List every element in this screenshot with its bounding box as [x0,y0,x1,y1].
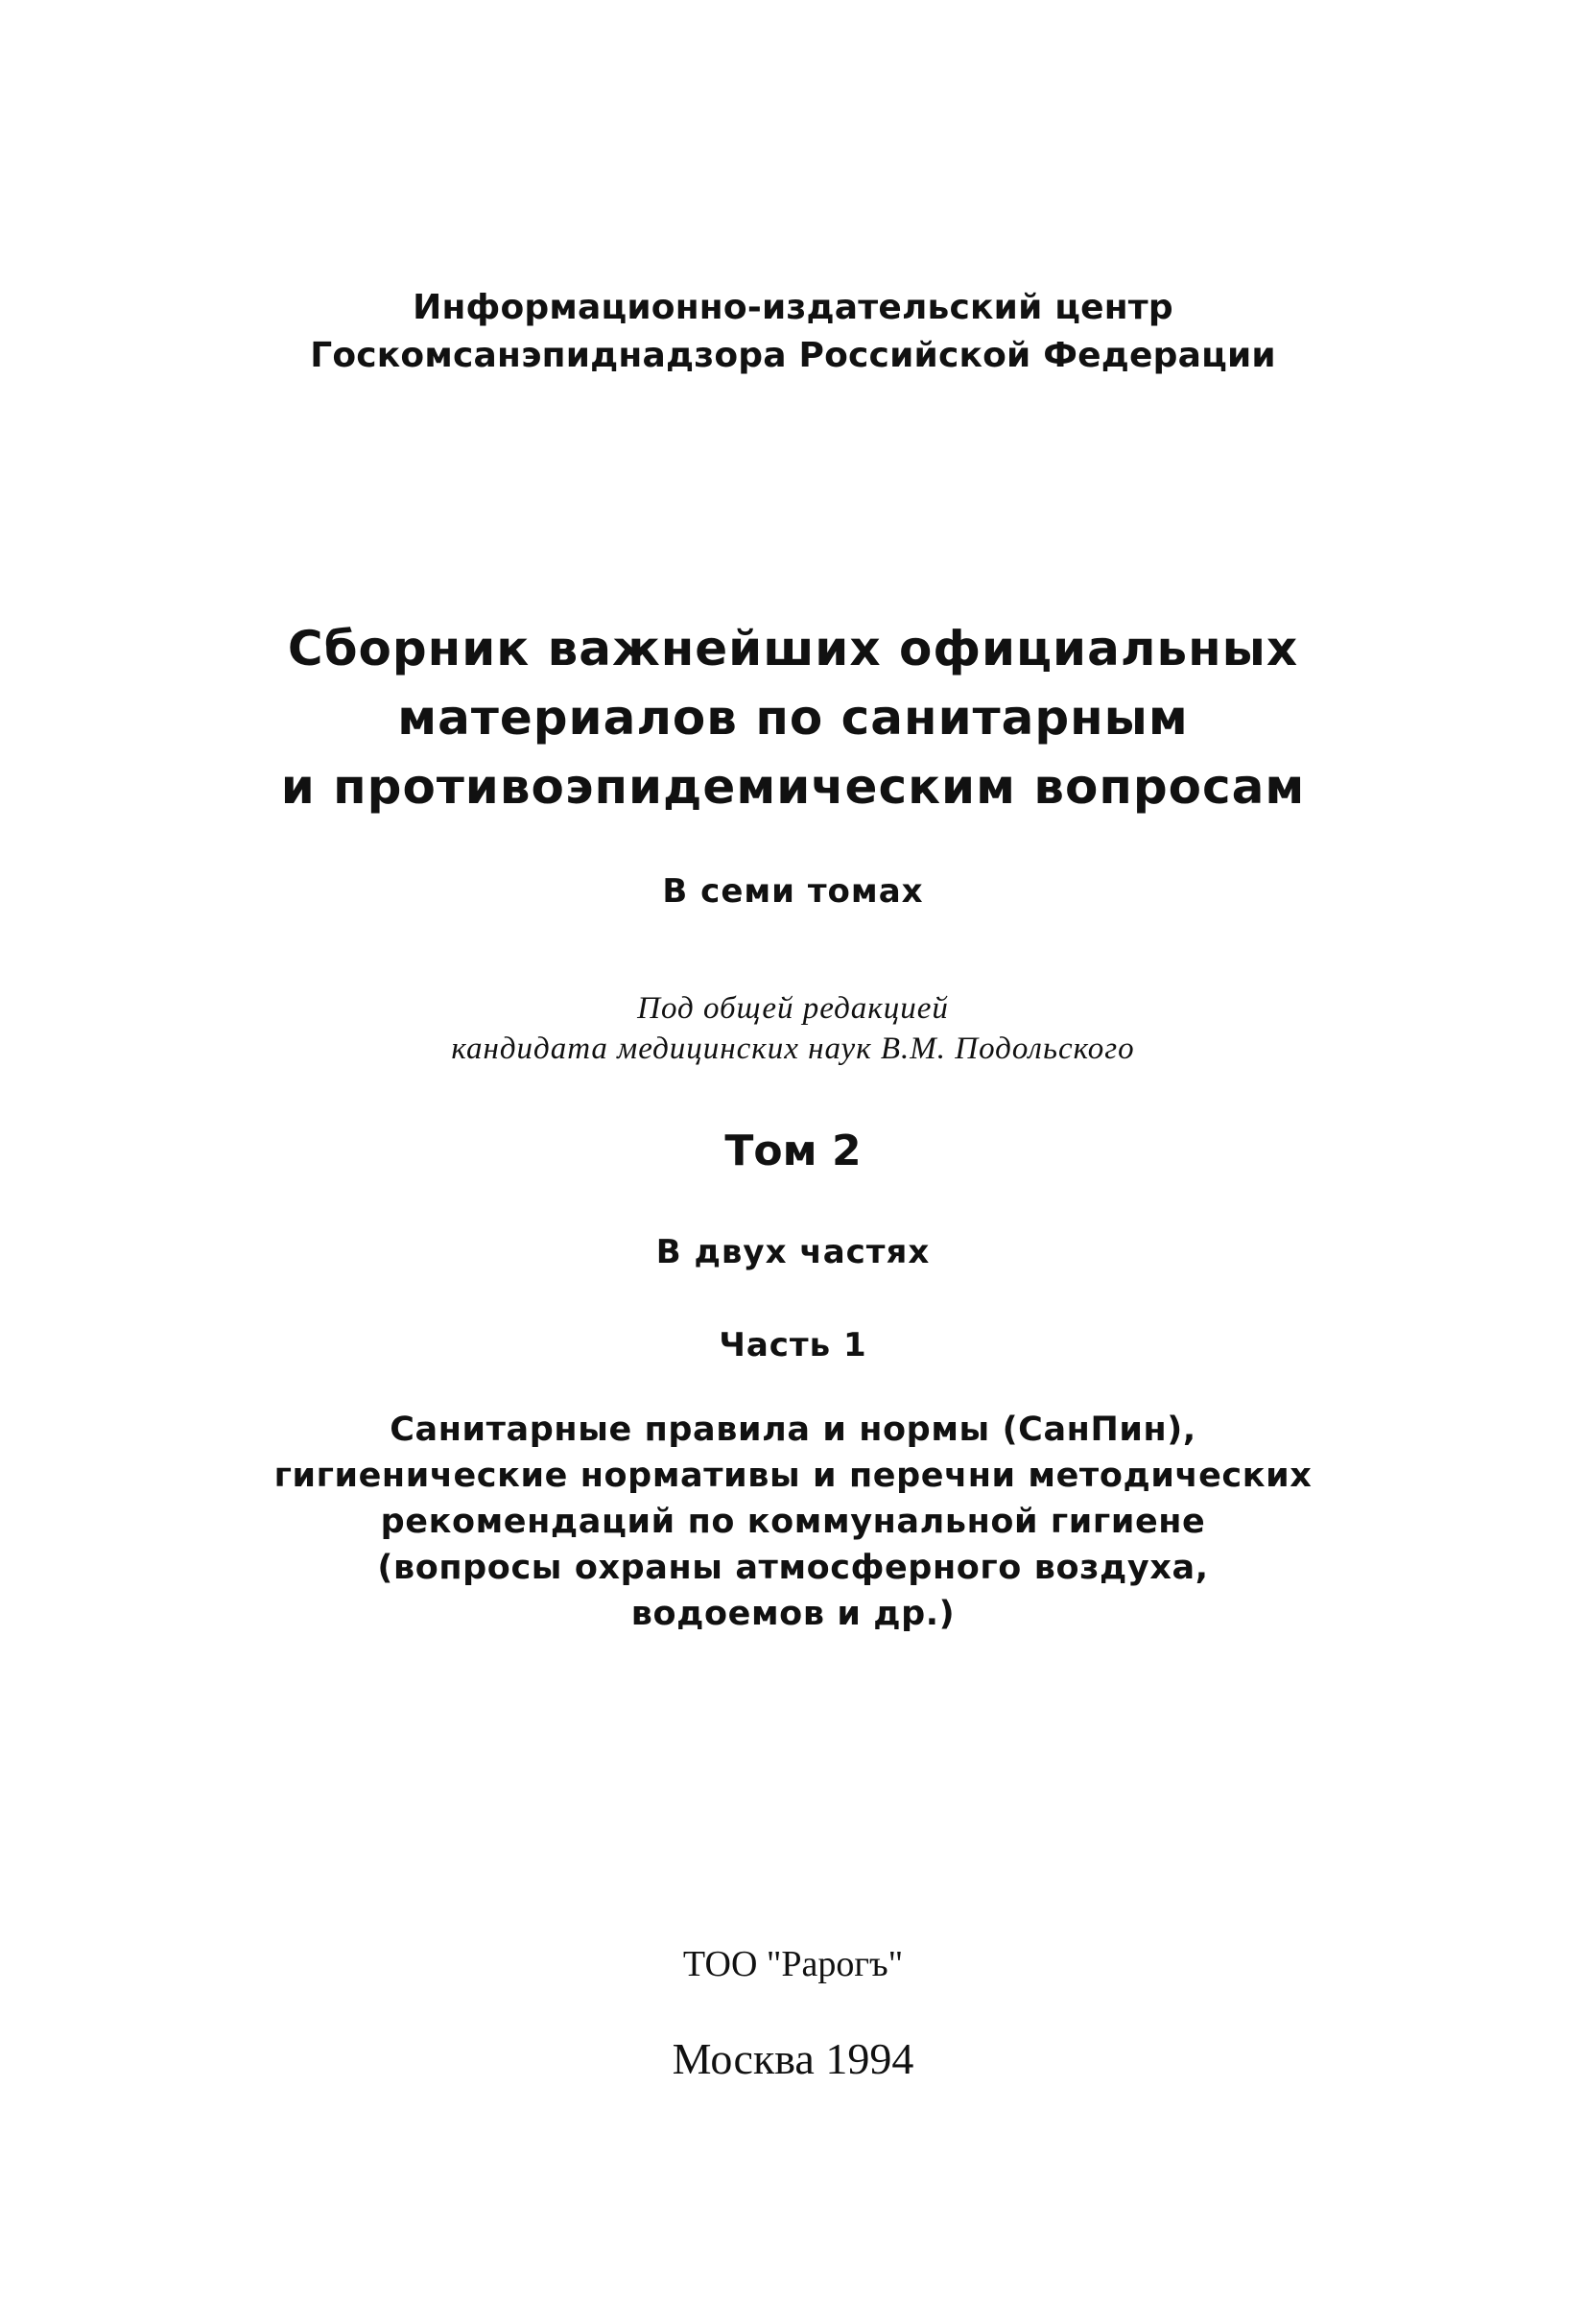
editor-block [0,988,1586,1069]
parts-note: В двух частях [655,1233,931,1271]
subject-line: рекомендаций по коммунальной гигиене [380,1503,1206,1541]
title-line: Сборник важнейших официальных [287,621,1299,676]
editor-line: кандидата медицинских наук В.М. Подольского [451,1032,1135,1066]
publisher-line: Госкомсанэпиднадзора Российской Федерации [310,336,1276,375]
place-and-year: Москва 1994 [672,2034,914,2083]
title-line: и противоэпидемическим вопросам [280,759,1306,815]
subject-block [0,1407,1586,1637]
publisher-line: Информационно-издательский центр [413,288,1173,327]
publisher-imprint: ТОО "Рарогъ" [682,1944,904,1984]
subject-line: Санитарные правила и нормы (СанПин), [390,1411,1196,1449]
title-line: материалов по санитарным [397,690,1189,746]
volumes-note: В семи томах [662,872,924,911]
editor-line: Под общей редакцией [637,991,949,1026]
publisher-block [0,284,1586,380]
subject-line: гигиенические нормативы и перечни методических [273,1457,1313,1495]
volume-number: Том 2 [724,1126,862,1175]
subject-line: (вопросы охраны атмосферного воздуха, [377,1549,1209,1587]
book-title [0,614,1586,821]
part-number: Часть 1 [719,1326,867,1364]
subject-line: водоемов и др.) [630,1595,956,1633]
